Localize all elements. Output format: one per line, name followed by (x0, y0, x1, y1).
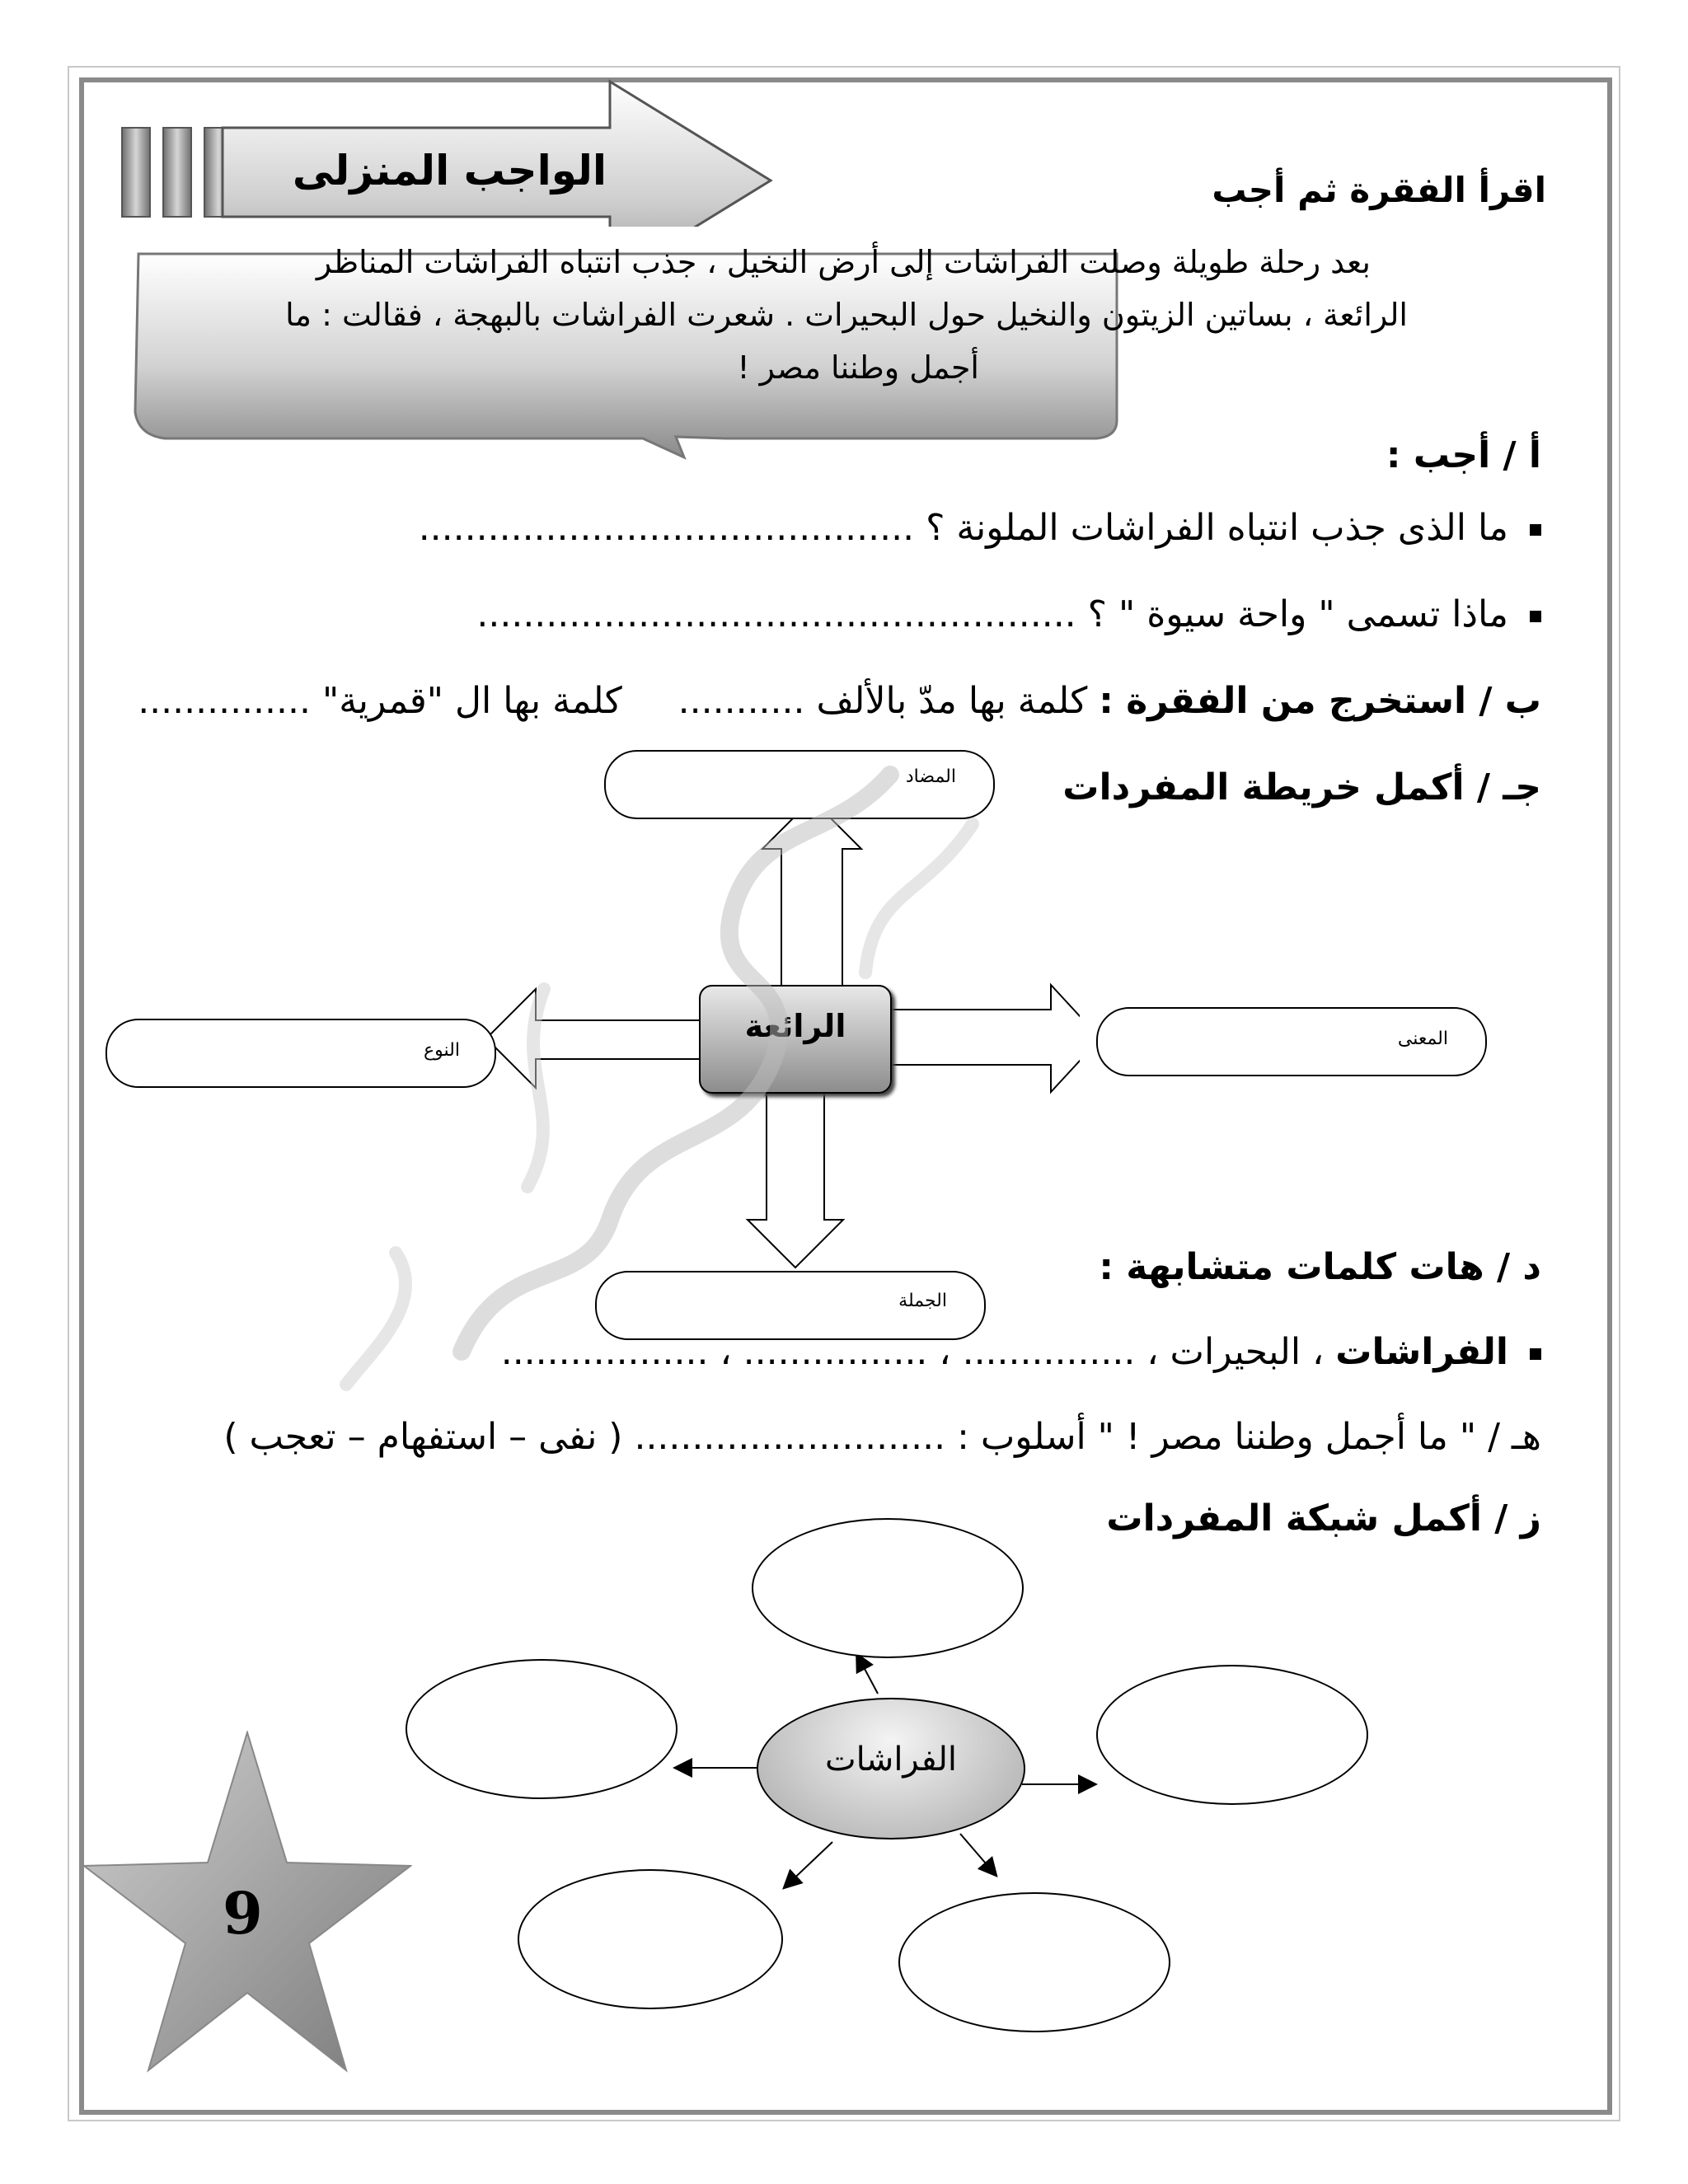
bullet-icon (1530, 524, 1541, 536)
web-oval-left (406, 1659, 678, 1799)
passage-line-2: الرائعة ، بساتين الزيتون والنخيل حول البحيرات . شعرت الفراشات بالبهجة ، فقالت : ما (285, 297, 1408, 333)
web-oval-bottom-left (518, 1869, 783, 2009)
watermark-signature (297, 725, 1055, 1401)
section-b-row: ب / استخرج من الفقرة : كلمة بها مدّ بالألف ........... كلمة بها ال "قمرية" ............... (138, 680, 1541, 722)
web-center-oval: الفراشات (757, 1698, 1025, 1840)
web-oval-top (752, 1518, 1024, 1658)
bullet-icon (1530, 611, 1541, 622)
bullet-icon (1530, 1348, 1541, 1360)
section-c-label: جـ / أكمل خريطة المفردات (1062, 766, 1541, 808)
page-number: 9 (223, 1879, 263, 1947)
similar-words-row: الفراشات ، البحيرات ، ............... ، ................ ، .................. (501, 1331, 1541, 1373)
section-a-label: أ / أجب : (1386, 434, 1541, 476)
section-h-row: هـ / " ما أجمل وطننا مصر ! " أسلوب : ........................... ( نفى – استفهام – تعجب ) (223, 1416, 1541, 1458)
section-d-label: د / هات كلمات متشابهة : (1099, 1246, 1541, 1288)
page-title: الواجب المنزلى (292, 147, 607, 194)
instruction-text: اقرأ الفقرة ثم أجب (1212, 170, 1546, 210)
section-z-label: ز / أكمل شبكة المفردات (1106, 1497, 1541, 1540)
node-meaning: المعنى (1096, 1007, 1487, 1076)
question-1: ما الذى جذب انتباه الفراشات الملونة ؟ ........................................... (419, 507, 1541, 549)
passage-line-1: بعد رحلة طويلة وصلت الفراشات إلى أرض النخيل ، جذب انتباه الفراشات المناظر (316, 244, 1371, 280)
web-oval-right (1096, 1665, 1368, 1805)
node-type: النوع (106, 1019, 496, 1088)
center-word-box: الرائعة (699, 985, 892, 1094)
passage-line-3: أجمل وطننا مصر ! (737, 349, 979, 386)
node-sentence: الجملة (595, 1271, 986, 1340)
web-oval-bottom-right (898, 1892, 1170, 2032)
node-opposite: المضاد (604, 750, 995, 819)
question-2: ماذا تسمى " واحة سيوة " ؟ .................................................... (476, 593, 1541, 635)
